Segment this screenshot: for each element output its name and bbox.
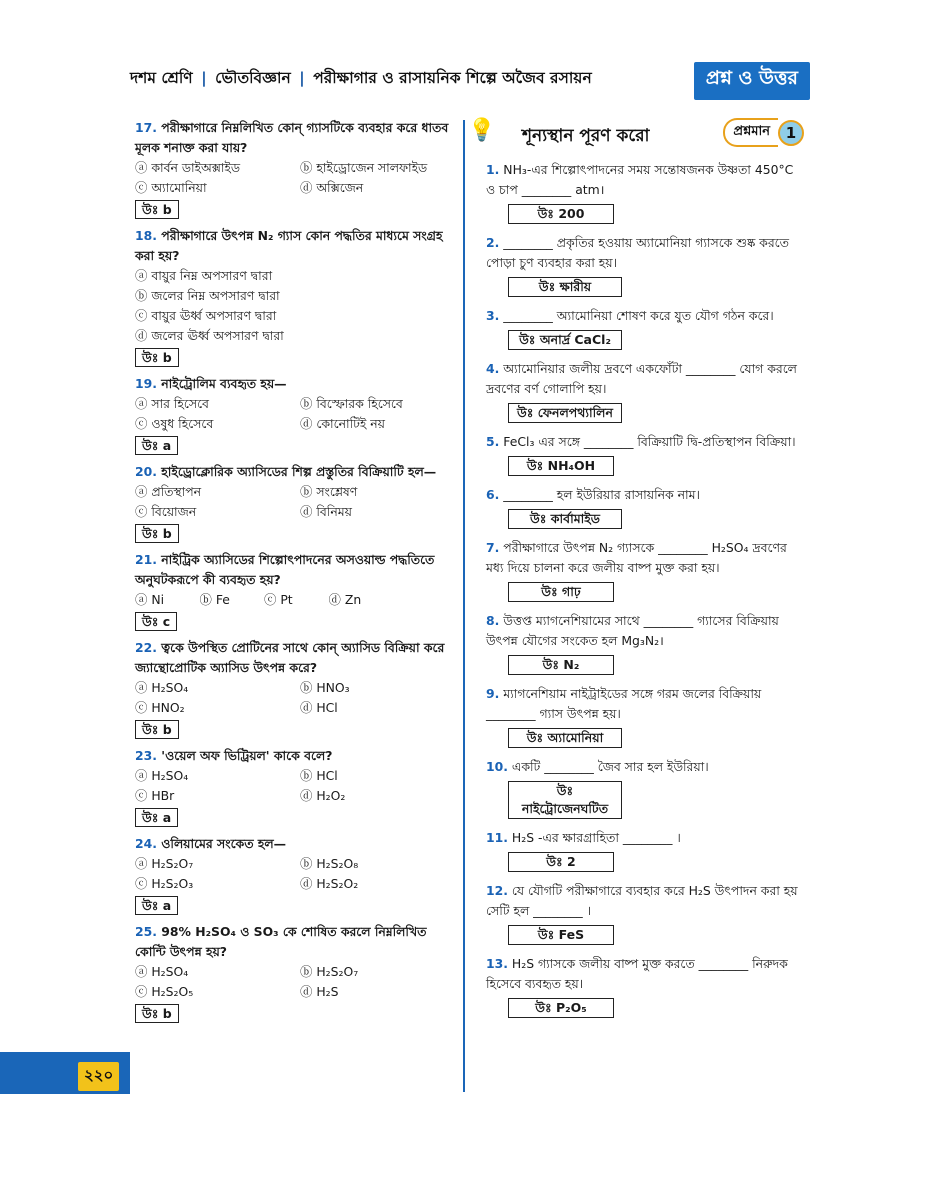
question-number: 9. — [486, 686, 500, 701]
option-item: ⓐ H₂S₂O₇ — [135, 856, 194, 871]
option-item: ⓓ কোনোটিই নয় — [300, 416, 385, 431]
mcq-item — [135, 550, 457, 635]
mcq-item — [135, 638, 457, 743]
breadcrumb — [130, 66, 592, 92]
question-body: ________ প্রকৃতির হওয়ায় অ্যামোনিয়া গ্যাসকে শুষ্ক করতে পোড়া চুণ ব্যবহার করা হয়। — [486, 235, 789, 270]
answer-box: উঃ ক্ষারীয় — [508, 277, 622, 297]
option-item: ⓓ Zn — [328, 592, 362, 607]
question-text — [135, 834, 457, 854]
question-text — [135, 462, 457, 482]
option-item: ⓒ ওষুধ হিসেবে — [135, 416, 214, 431]
mcq-column — [135, 118, 457, 1030]
option-item: ⓑ H₂S₂O₈ — [300, 856, 359, 871]
fill-item — [486, 432, 804, 476]
question-number: 3. — [486, 308, 500, 323]
answer-box: উঃ N₂ — [508, 655, 614, 675]
fill-question — [486, 684, 804, 724]
answer-box: উঃ a — [135, 808, 178, 827]
fill-question — [486, 485, 804, 505]
fill-question — [486, 538, 804, 578]
question-body: উত্তপ্ত ম্যাগনেশিয়ামের সাথে ________ গ্যাসের বিক্রিয়ায় উৎপন্ন যৌগের সংকেত হল Mg₃N₂। — [486, 613, 779, 648]
fill-blank-column — [468, 118, 804, 1027]
option-item: ⓓ HCl — [300, 700, 338, 715]
question-number: 2. — [486, 235, 500, 250]
option-item: ⓐ প্রতিস্থাপন — [135, 484, 202, 499]
option-item: ⓑ H₂S₂O₇ — [300, 964, 359, 979]
fill-item — [486, 881, 804, 945]
option-item: ⓓ অক্সিজেন — [300, 180, 364, 195]
option-item: ⓒ Pt — [264, 592, 293, 607]
fill-item — [486, 160, 804, 224]
option-item: ⓒ বিয়োজন — [135, 504, 197, 519]
marks-label: প্রশ্নমান — [723, 118, 778, 147]
fill-item — [486, 757, 804, 819]
fill-item — [486, 611, 804, 675]
question-body: H₂S গ্যাসকে জলীয় বাষ্প মুক্ত করতে ________ নিরুদক হিসেবে ব্যবহৃত হয়। — [486, 956, 788, 991]
option-item: ⓒ বায়ুর ঊর্ধ্ব অপসারণ দ্বারা — [135, 308, 277, 323]
fill-question — [486, 757, 804, 777]
options-list — [135, 158, 457, 198]
marks-tag — [723, 118, 804, 147]
lightbulb-icon: 💡 — [468, 118, 496, 143]
option-item: ⓑ হাইড্রোজেন সালফাইড — [300, 160, 428, 175]
options-list — [135, 482, 457, 522]
question-number: 1. — [486, 162, 500, 177]
fill-question — [486, 611, 804, 651]
answer-box: উঃ FeS — [508, 925, 614, 945]
answer-box: উঃ 2 — [508, 852, 614, 872]
options-list — [135, 962, 457, 1002]
option-item: ⓓ H₂S₂O₂ — [300, 876, 359, 891]
separator: | — [201, 69, 207, 87]
option-item: ⓑ Fe — [199, 592, 230, 607]
fill-question — [486, 233, 804, 273]
answer-box: উঃ b — [135, 720, 179, 739]
fill-item — [486, 485, 804, 529]
option-item: ⓓ জলের ঊর্ধ্ব অপসারণ দ্বারা — [135, 328, 284, 343]
mcq-item — [135, 226, 457, 371]
option-item: ⓒ H₂S₂O₃ — [135, 876, 194, 891]
option-item: ⓐ বায়ুর নিম্ন অপসারণ দ্বারা — [135, 268, 273, 283]
question-text — [135, 638, 457, 678]
question-body: অ্যামোনিয়ার জলীয় দ্রবণে একফোঁটা ________ যোগ করলে দ্রবণের বর্ণ গোলাপি হয়। — [486, 361, 797, 396]
options-list — [135, 590, 385, 610]
question-body: হাইড্রোক্লোরিক অ্যাসিডের শিল্প প্রস্তুতির বিক্রিয়াটি হল— — [161, 464, 437, 479]
fill-question — [486, 432, 804, 452]
answer-box: উঃ b — [135, 348, 179, 367]
fill-item — [486, 233, 804, 297]
fill-item — [486, 359, 804, 423]
separator: | — [299, 69, 305, 87]
fill-item — [486, 684, 804, 748]
marks-value: 1 — [778, 120, 804, 146]
answer-box: উঃ a — [135, 436, 178, 455]
answer-box: উঃ 200 — [508, 204, 614, 224]
question-number: 19. — [135, 376, 157, 391]
question-body: 'ওয়েল অফ ভিট্রিয়ল' কাকে বলে? — [161, 748, 333, 763]
options-list — [135, 394, 457, 434]
question-number: 12. — [486, 883, 508, 898]
question-text — [135, 226, 457, 266]
option-item: ⓒ HNO₂ — [135, 700, 185, 715]
question-number: 8. — [486, 613, 500, 628]
question-body: NH₃-এর শিল্পোৎপাদনের সময় সন্তোষজনক উষ্ণতা 450°C ও চাপ ________ atm। — [486, 162, 794, 197]
question-number: 13. — [486, 956, 508, 971]
fill-question — [486, 828, 804, 848]
question-body: পরীক্ষাগারে উৎপন্ন N₂ গ্যাসকে ________ H₂SO₄ দ্রবণের মধ্য দিয়ে চালনা করে জলীয় বাষ্প মুক্ত করা হয়। — [486, 540, 787, 575]
option-item: ⓑ HNO₃ — [300, 680, 350, 695]
question-body: ________ হল ইউরিয়ার রাসায়নিক নাম। — [503, 487, 700, 502]
option-item: ⓒ H₂S₂O₅ — [135, 984, 194, 999]
fill-question — [486, 954, 804, 994]
question-body: ত্বকে উপস্থিত প্রোটিনের সাথে কোন্ অ্যাসিড বিক্রিয়া করে জ্যান্থোপ্রোটিক অ্যাসিড উৎপন্ন করে? — [135, 640, 445, 675]
class-label: দশম শ্রেণি — [130, 69, 193, 87]
answer-box: উঃ a — [135, 896, 178, 915]
section-heading — [468, 118, 804, 152]
options-list — [135, 854, 457, 894]
mcq-item — [135, 462, 457, 547]
mcq-item — [135, 746, 457, 831]
question-number: 21. — [135, 552, 157, 567]
question-text — [135, 374, 457, 394]
option-item: ⓑ বিস্ফোরক হিসেবে — [300, 396, 403, 411]
answer-box: উঃ ফেনলপথ্যালিন — [508, 403, 622, 423]
option-item: ⓑ HCl — [300, 768, 338, 783]
fill-question — [486, 306, 804, 326]
fill-question — [486, 359, 804, 399]
column-divider — [463, 120, 465, 1092]
question-body: যে যৌগটি পরীক্ষাগারে ব্যবহার করে H₂S উৎপাদন করা হয় সেটি হল ________ । — [486, 883, 798, 918]
answer-box: উঃ b — [135, 1004, 179, 1023]
question-text — [135, 118, 457, 158]
fill-item — [486, 954, 804, 1018]
question-number: 25. — [135, 924, 157, 939]
mcq-item — [135, 374, 457, 459]
question-text — [135, 550, 457, 590]
options-list — [135, 266, 457, 346]
question-number: 10. — [486, 759, 508, 774]
answer-box: উঃ NH₄OH — [508, 456, 614, 476]
option-item: ⓐ H₂SO₄ — [135, 680, 189, 695]
fill-item — [486, 538, 804, 602]
section-badge: প্রশ্ন ও উত্তর — [694, 62, 810, 100]
question-body: পরীক্ষাগারে নিম্নলিখিত কোন্ গ্যাসটিকে ব্যবহার করে ধাতব মূলক শনাক্ত করা যায়? — [135, 120, 449, 155]
question-body: H₂S -এর ক্ষারগ্রাহিতা ________ । — [511, 830, 681, 845]
question-body: ________ অ্যামোনিয়া শোষণ করে যুত যৌগ গঠন করে। — [503, 308, 774, 323]
answer-box: উঃ অ্যামোনিয়া — [508, 728, 622, 748]
question-text — [135, 922, 457, 962]
question-body: ওলিয়ামের সংকেত হল— — [161, 836, 286, 851]
option-item: ⓑ সংশ্লেষণ — [300, 484, 358, 499]
option-item: ⓑ জলের নিম্ন অপসারণ দ্বারা — [135, 288, 280, 303]
question-number: 11. — [486, 830, 508, 845]
subject-label: ভৌতবিজ্ঞান — [215, 69, 291, 87]
chapter-title: পরীক্ষাগার ও রাসায়নিক শিল্পে অজৈব রসায়ন — [313, 69, 592, 87]
question-body: একটি ________ জৈব সার হল ইউরিয়া। — [511, 759, 709, 774]
question-body: FeCl₃ এর সঙ্গে ________ বিক্রিয়াটি দ্বি-প্রতিস্থাপন বিক্রিয়া। — [503, 434, 796, 449]
answer-box: উঃ গাঢ় — [508, 582, 614, 602]
options-list — [135, 766, 457, 806]
question-number: 20. — [135, 464, 157, 479]
question-number: 17. — [135, 120, 157, 135]
fill-question — [486, 160, 804, 200]
option-item: ⓐ H₂SO₄ — [135, 964, 189, 979]
question-number: 22. — [135, 640, 157, 655]
question-body: 98% H₂SO₄ ও SO₃ কে শোষিত করলে নিম্নলিখিত কোন্টি উৎপন্ন হয়? — [135, 924, 427, 959]
answer-box: উঃ কার্বামাইড — [508, 509, 622, 529]
answer-box: উঃ নাইট্রোজেনঘটিত — [508, 781, 622, 819]
option-item: ⓓ H₂S — [300, 984, 339, 999]
option-item: ⓒ অ্যামোনিয়া — [135, 180, 207, 195]
option-item: ⓐ H₂SO₄ — [135, 768, 189, 783]
option-item: ⓒ HBr — [135, 788, 175, 803]
option-item: ⓓ বিনিময় — [300, 504, 352, 519]
mcq-item — [135, 118, 457, 223]
question-number: 23. — [135, 748, 157, 763]
fill-blank-list — [486, 160, 804, 1018]
page-header — [130, 62, 810, 92]
options-list — [135, 678, 457, 718]
question-number: 18. — [135, 228, 157, 243]
question-number: 6. — [486, 487, 500, 502]
section-title: শূন্যস্থান পূরণ করো — [522, 126, 650, 146]
option-item: ⓐ Ni — [135, 592, 165, 607]
mcq-item — [135, 834, 457, 919]
question-number: 5. — [486, 434, 500, 449]
mcq-item — [135, 922, 457, 1027]
question-body: পরীক্ষাগারে উৎপন্ন N₂ গ্যাস কোন পদ্ধতির মাধ্যমে সংগ্রহ করা হয়? — [135, 228, 443, 263]
question-text — [135, 746, 457, 766]
question-number: 4. — [486, 361, 500, 376]
question-body: নাইট্রোলিম ব্যবহৃত হয়— — [161, 376, 287, 391]
fill-item — [486, 828, 804, 872]
question-body: নাইট্রিক অ্যাসিডের শিল্পোৎপাদনের অসওয়াল্ড পদ্ধতিতে অনুঘটকরূপে কী ব্যবহৃত হয়? — [135, 552, 435, 587]
question-body: ম্যাগনেশিয়াম নাইট্রাইডের সঙ্গে গরম জলের বিক্রিয়ায় ________ গ্যাস উৎপন্ন হয়। — [486, 686, 762, 721]
question-number: 7. — [486, 540, 500, 555]
answer-box: উঃ অনার্দ্র CaCl₂ — [508, 330, 622, 350]
answer-box: উঃ b — [135, 200, 179, 219]
fill-item — [486, 306, 804, 350]
answer-box: উঃ b — [135, 524, 179, 543]
fill-question — [486, 881, 804, 921]
question-number: 24. — [135, 836, 157, 851]
answer-box: উঃ c — [135, 612, 177, 631]
option-item: ⓐ সার হিসেবে — [135, 396, 209, 411]
option-item: ⓐ কার্বন ডাইঅক্সাইড — [135, 160, 240, 175]
page-number: ২২০ — [78, 1062, 119, 1091]
option-item: ⓓ H₂O₂ — [300, 788, 346, 803]
answer-box: উঃ P₂O₅ — [508, 998, 614, 1018]
